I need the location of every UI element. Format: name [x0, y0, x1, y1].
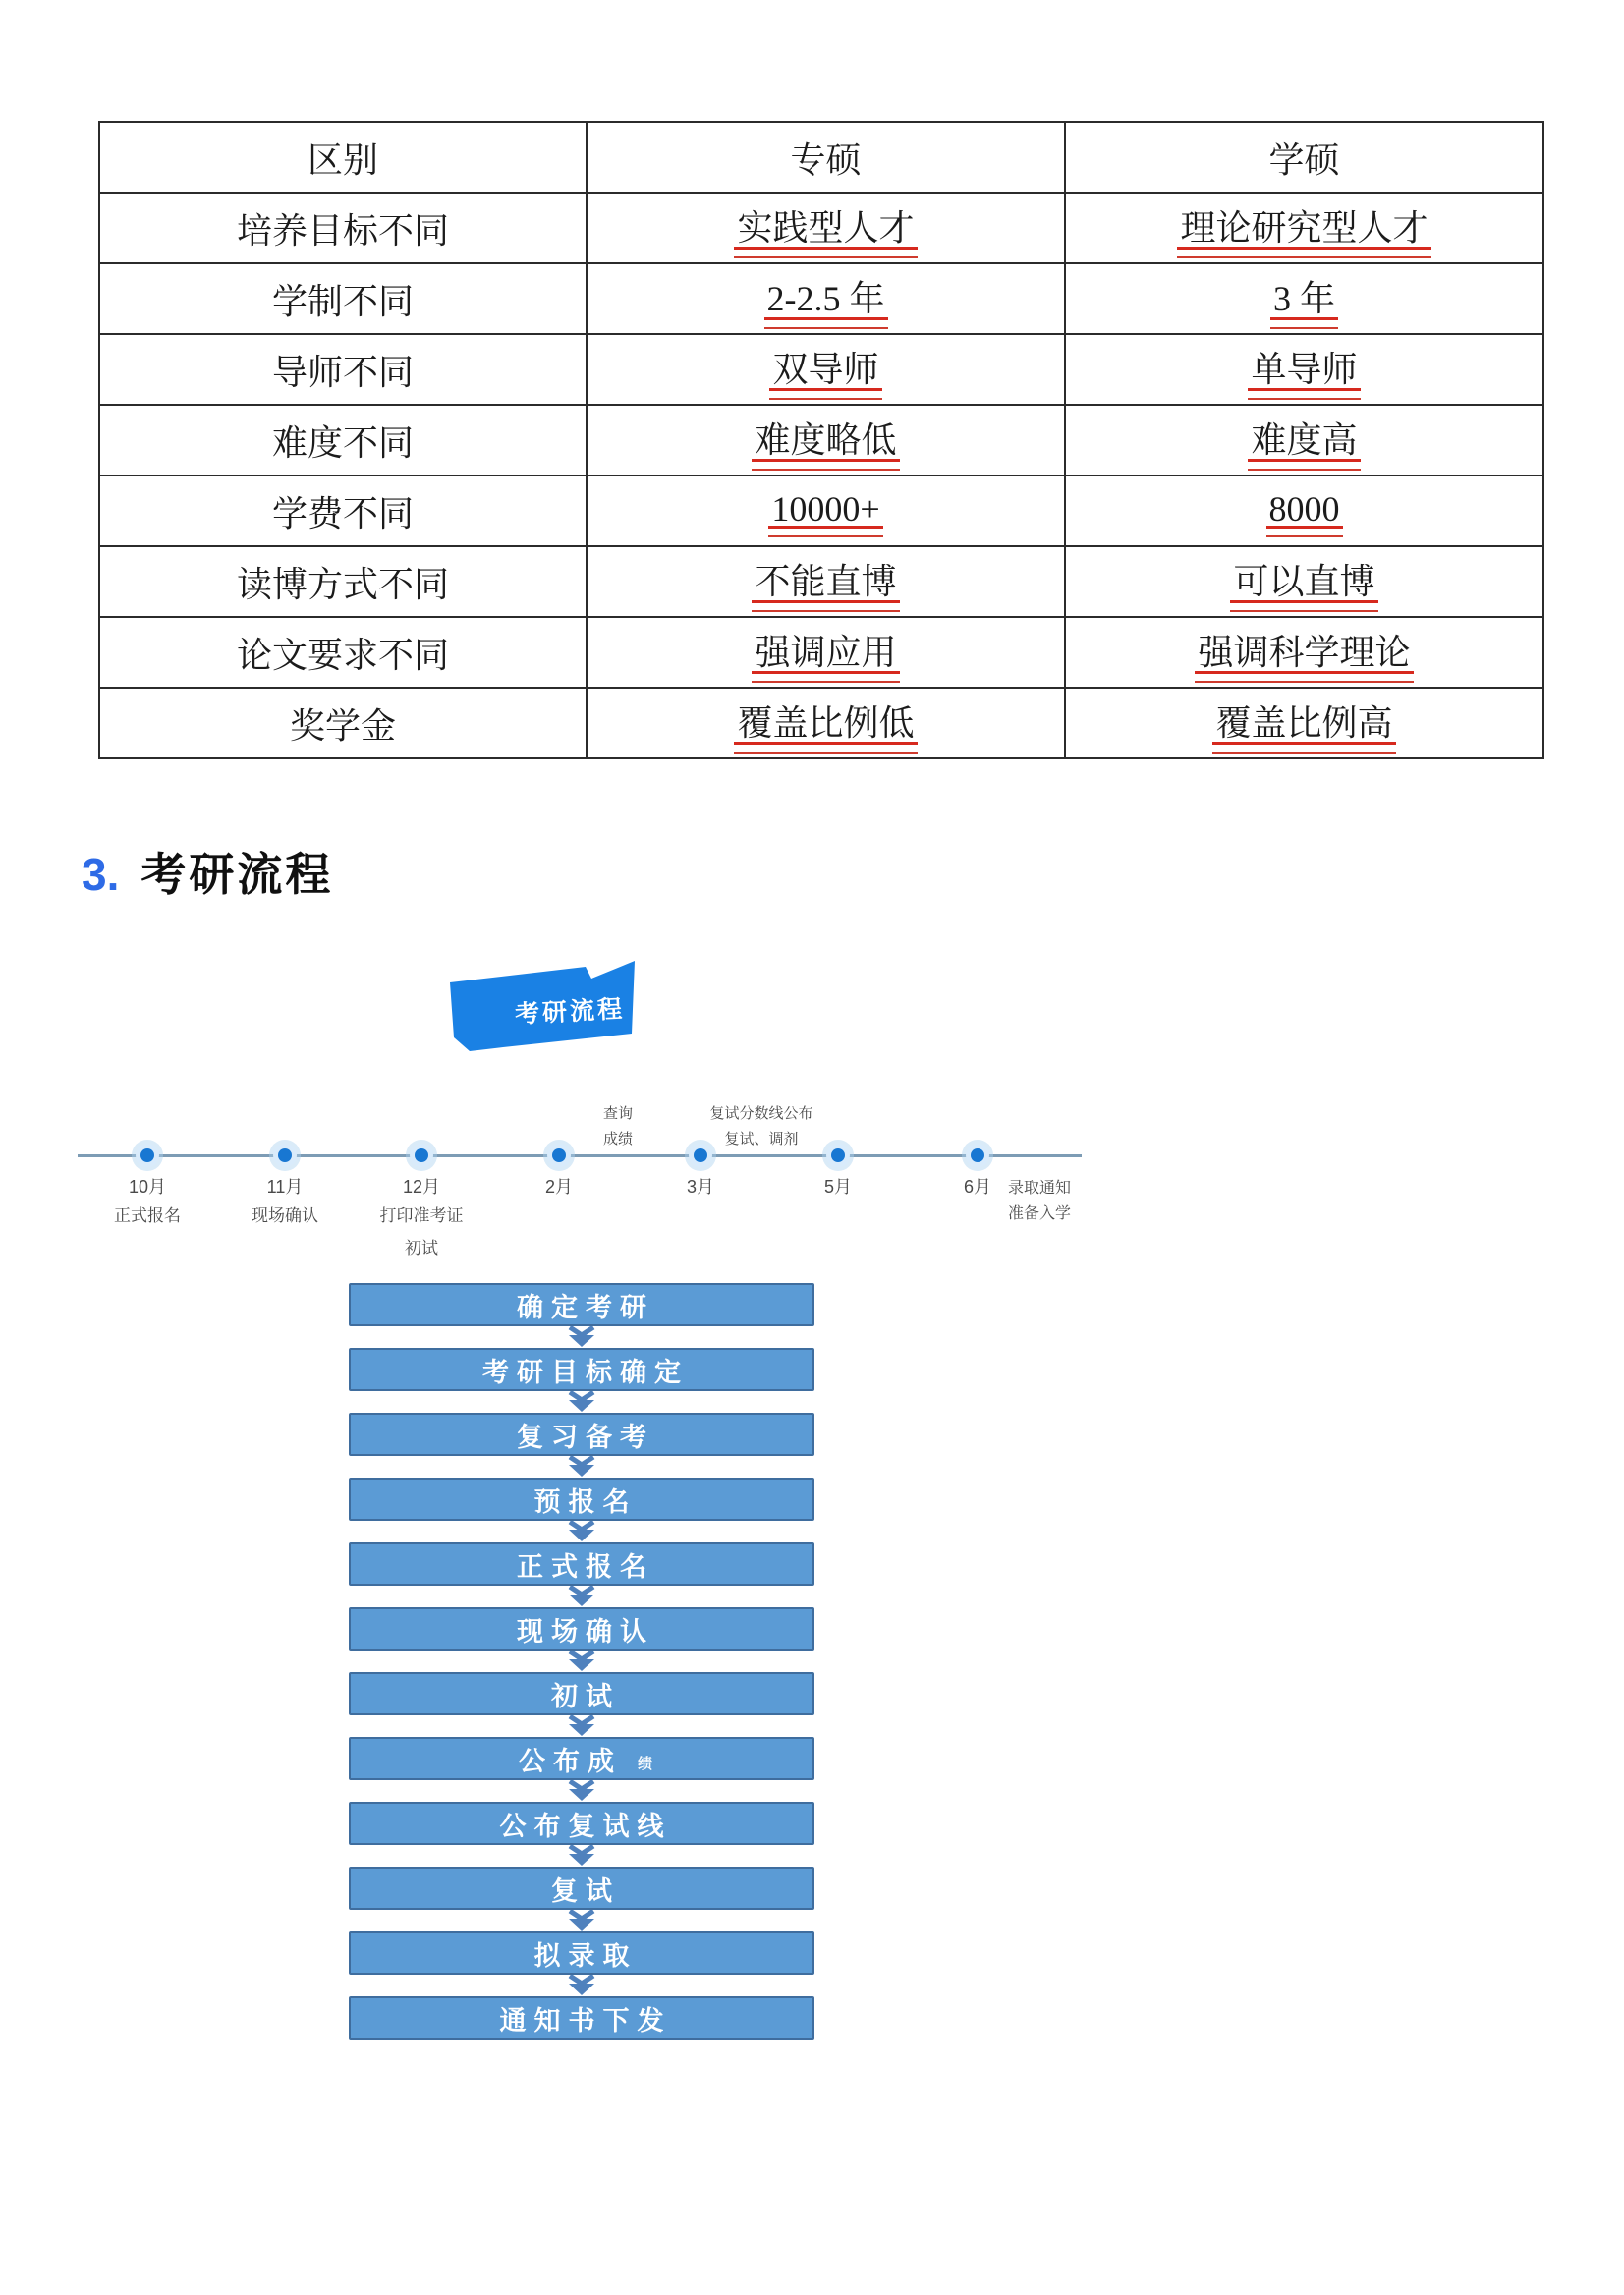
flow-arrow-down-icon	[560, 1586, 603, 1607]
underlined-value: 2-2.5 年	[764, 271, 888, 326]
timeline-dot	[415, 1148, 428, 1162]
timeline-event-label: 复试、调剂	[724, 1131, 799, 1148]
flow-step-label: 初试	[551, 1681, 620, 1711]
timeline-dot	[694, 1148, 707, 1162]
timeline-end-label: 准备入学	[1007, 1205, 1072, 1222]
timeline-month-label: 11月	[266, 1177, 304, 1197]
table-row	[99, 617, 1543, 688]
flow-step-label: 现场确认	[517, 1616, 654, 1647]
flow-step-suffix: 绩	[637, 1755, 652, 1772]
professional-value-cell	[587, 263, 1065, 334]
flow-step	[349, 1607, 814, 1651]
timeline-event-label: 现场确认	[252, 1206, 318, 1225]
timeline-dot	[971, 1148, 984, 1162]
academic-value-cell	[1065, 405, 1543, 476]
flow-step-label: 通知书下发	[499, 2005, 672, 2036]
underlined-value: 10000+	[768, 488, 882, 534]
flow-arrow-down-icon	[560, 1910, 603, 1931]
underlined-value: 8000	[1266, 488, 1343, 534]
academic-value-cell	[1065, 263, 1543, 334]
professional-value-cell	[587, 546, 1065, 617]
timeline-event-label: 初试	[405, 1239, 438, 1258]
flow-arrow-down-icon	[560, 1456, 603, 1478]
timeline-line	[78, 1154, 1082, 1157]
header-cell-academic: 学硕	[1065, 122, 1543, 193]
table-header-row	[99, 122, 1543, 193]
flowchart	[349, 1283, 814, 2040]
row-label-cell: 学费不同	[99, 476, 587, 546]
flow-step	[349, 1867, 814, 1910]
table-row	[99, 405, 1543, 476]
professional-value-cell	[587, 688, 1065, 758]
timeline-event-label: 复试分数线公布	[709, 1105, 813, 1122]
flow-step	[349, 1478, 814, 1521]
flow-step	[349, 1542, 814, 1586]
flow-step-label: 复试	[551, 1875, 620, 1906]
section-number: 3.	[82, 849, 120, 900]
table-row	[99, 193, 1543, 263]
academic-value-cell	[1065, 193, 1543, 263]
row-label-cell: 论文要求不同	[99, 617, 587, 688]
timeline-dot	[140, 1148, 154, 1162]
academic-value-cell	[1065, 476, 1543, 546]
timeline-dot	[552, 1148, 566, 1162]
flow-step	[349, 1802, 814, 1845]
banner-label: 考研流程	[514, 995, 626, 1029]
timeline-event-label: 正式报名	[114, 1206, 181, 1225]
row-label-cell: 奖学金	[99, 688, 587, 758]
academic-value-cell	[1065, 546, 1543, 617]
timeline-month-label: 2月	[544, 1177, 574, 1197]
academic-value-cell	[1065, 334, 1543, 405]
flow-step	[349, 1672, 814, 1715]
underlined-value: 实践型人才	[734, 200, 917, 255]
underlined-value: 强调应用	[752, 625, 899, 680]
underlined-value: 难度略低	[752, 413, 899, 468]
flow-arrow-down-icon	[560, 1715, 603, 1737]
timeline-dot	[831, 1148, 845, 1162]
underlined-value: 理论研究型人才	[1177, 200, 1430, 255]
timeline-month-label: 6月	[963, 1177, 992, 1197]
flow-arrow-down-icon	[560, 1391, 603, 1413]
header-cell-difference: 区别	[99, 122, 587, 193]
timeline-dot	[278, 1148, 292, 1162]
underlined-value: 可以直博	[1230, 554, 1377, 609]
academic-value-cell	[1065, 688, 1543, 758]
comparison-table	[98, 121, 1544, 759]
row-label-cell: 读博方式不同	[99, 546, 587, 617]
flow-step-label: 公布复试线	[499, 1811, 672, 1841]
table-row	[99, 334, 1543, 405]
professional-value-cell	[587, 476, 1065, 546]
flow-step	[349, 1413, 814, 1456]
flow-step-label: 复习备考	[517, 1422, 654, 1452]
flow-step-label: 确定考研	[517, 1292, 654, 1322]
flow-arrow-down-icon	[560, 1521, 603, 1542]
timeline-month-label: 3月	[686, 1177, 715, 1197]
timeline-event-label: 打印准考证	[379, 1206, 464, 1225]
row-label-cell: 难度不同	[99, 405, 587, 476]
timeline-event-label: 成绩	[602, 1131, 634, 1148]
flow-step	[349, 1737, 814, 1780]
flow-arrow-down-icon	[560, 1845, 603, 1867]
underlined-value: 3 年	[1270, 271, 1338, 326]
timeline-month-label: 10月	[128, 1177, 167, 1197]
flow-step	[349, 1283, 814, 1326]
flow-step-label: 公布成	[518, 1746, 622, 1776]
table-row	[99, 263, 1543, 334]
flow-step	[349, 1931, 814, 1975]
timeline-end-label: 录取通知	[1007, 1180, 1072, 1197]
flow-arrow-down-icon	[560, 1326, 603, 1348]
underlined-value: 不能直博	[752, 554, 899, 609]
flow-arrow-down-icon	[560, 1780, 603, 1802]
flow-step-label: 正式报名	[517, 1551, 654, 1582]
row-label-cell: 导师不同	[99, 334, 587, 405]
underlined-value: 强调科学理论	[1195, 625, 1413, 680]
flow-arrow-down-icon	[560, 1975, 603, 1996]
flow-step-label: 预报名	[533, 1486, 638, 1517]
timeline-month-label: 12月	[402, 1177, 441, 1197]
underlined-value: 单导师	[1248, 342, 1360, 397]
flow-step-label: 考研目标确定	[482, 1357, 689, 1387]
academic-value-cell	[1065, 617, 1543, 688]
professional-value-cell	[587, 334, 1065, 405]
table-row	[99, 476, 1543, 546]
underlined-value: 覆盖比例高	[1212, 696, 1395, 751]
underlined-value: 双导师	[769, 342, 881, 397]
row-label-cell: 学制不同	[99, 263, 587, 334]
underlined-value: 难度高	[1248, 413, 1360, 468]
page-title: 考研流程	[140, 849, 334, 900]
flow-step	[349, 1996, 814, 2040]
flow-step	[349, 1348, 814, 1391]
flow-step-label: 拟录取	[533, 1940, 638, 1971]
flow-arrow-down-icon	[560, 1651, 603, 1672]
table-row	[99, 688, 1543, 758]
underlined-value: 覆盖比例低	[734, 696, 917, 751]
timeline-month-label: 5月	[823, 1177, 853, 1197]
professional-value-cell	[587, 193, 1065, 263]
header-cell-professional: 专硕	[587, 122, 1065, 193]
table-row	[99, 546, 1543, 617]
section-heading	[82, 839, 333, 904]
timeline-event-label: 查询	[602, 1105, 634, 1122]
professional-value-cell	[587, 405, 1065, 476]
row-label-cell: 培养目标不同	[99, 193, 587, 263]
professional-value-cell	[587, 617, 1065, 688]
